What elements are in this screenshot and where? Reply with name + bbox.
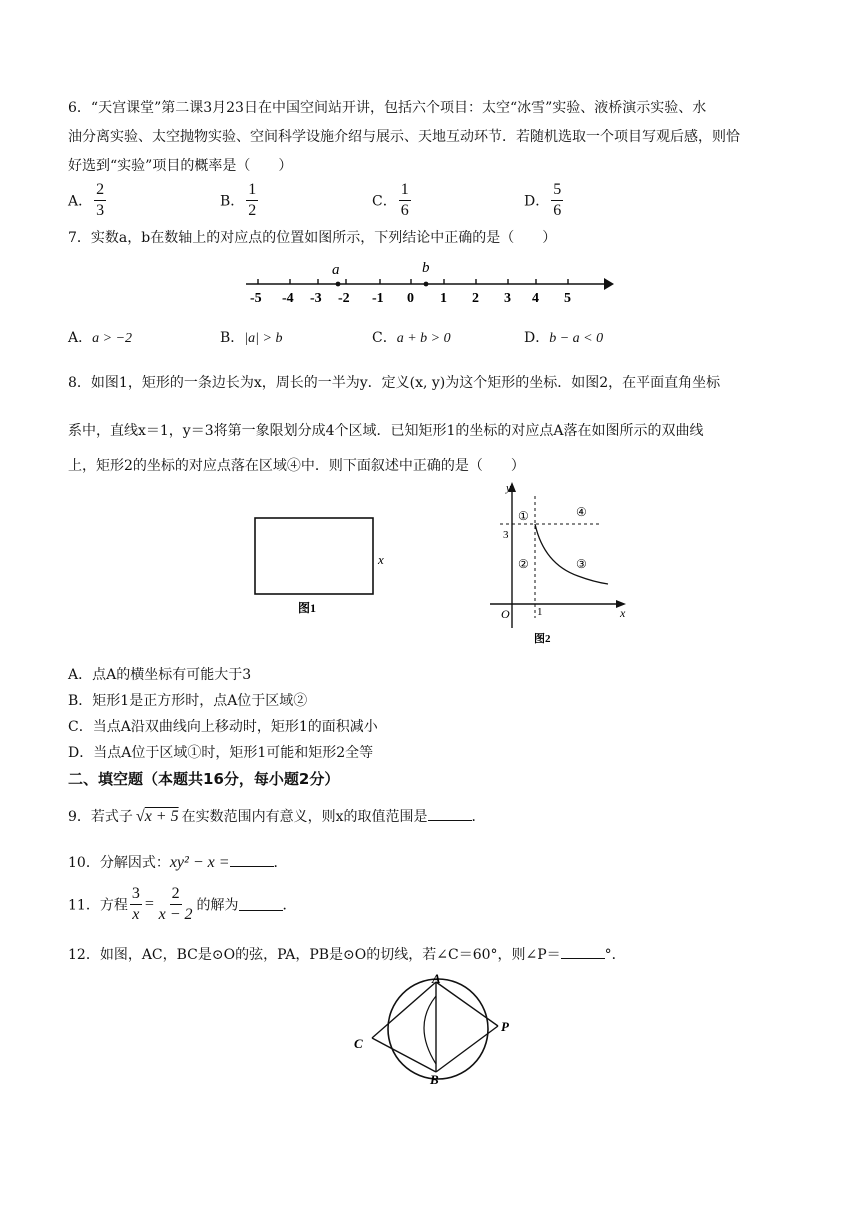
q11-line: 11．方程 $\frac{3}{x}$ = $\frac{2}{x - 2}$ 的解为 ． <box>68 885 297 923</box>
fig2-caption: 图2 <box>534 633 551 645</box>
number-line-tick-label: 5 <box>564 291 571 306</box>
q8-option-a: A．点A的横坐标有可能大于3 <box>68 667 252 683</box>
number-line-figure <box>236 258 616 308</box>
fig2-x-axis-label: x <box>620 606 626 620</box>
rectangle-shape <box>255 518 373 594</box>
q10-line: 10．分解因式：xy² − x = ． <box>68 854 288 871</box>
q6-stem-line2: 油分离实验、太空抛物实验、空间科学设施介绍与展示、天地互动环节．若随机选取一个项目写观后感，则恰 <box>68 129 740 145</box>
q8-stem-line2: 系中，直线x＝1，y＝3将第一象限划分成4个区域．已知矩形1的坐标的对应点A落在如图所示的双曲线 <box>68 423 704 439</box>
figure-1-rectangle <box>246 512 396 618</box>
q8-option-d: D．当点A位于区域①时，矩形1可能和矩形2全等 <box>68 745 374 761</box>
q8-option-c: C．当点A沿双曲线向上移动时，矩形1的面积减小 <box>68 719 378 735</box>
q8-stem-line1: 8．如图1，矩形的一条边长为x，周长的一半为y．定义(x, y)为这个矩形的坐标．如图2，在平面直角坐标 <box>68 375 721 391</box>
q6-stem-line3: 好选到“实验”项目的概率是（ ） <box>68 158 293 174</box>
q7-stem: 7．实数a，b在数轴上的对应点的位置如图所示，下列结论中正确的是（ ） <box>68 230 557 246</box>
q7-option-a: A．a > −2 <box>68 330 133 346</box>
fig2-tick-x-label: 1 <box>537 606 543 618</box>
point-b-label: B <box>430 1072 439 1086</box>
point-b-label: b <box>422 260 430 276</box>
fig2-region-2: ② <box>518 557 529 571</box>
q8-stem-line3: 上，矩形2的坐标的对应点落在区域④中．则下面叙述中正确的是（ ） <box>68 458 525 474</box>
circle-o <box>388 979 488 1079</box>
number-line-tick-label: -5 <box>250 291 262 306</box>
q7-option-d: D．b − a < 0 <box>524 330 604 346</box>
number-line-tick-label: -4 <box>282 291 294 306</box>
point-a-label: A <box>432 974 441 986</box>
point-a-label: a <box>332 262 340 278</box>
fig2-origin-label: O <box>501 607 510 621</box>
fig2-region-4: ④ <box>576 505 587 519</box>
number-line-tick-label: 1 <box>440 291 447 306</box>
number-line-tick-label: 4 <box>532 291 539 306</box>
fig1-caption: 图1 <box>298 601 317 615</box>
q11-answer-blank[interactable] <box>239 898 283 911</box>
figure-2-coordinate-plane <box>482 478 632 648</box>
hyperbola-curve <box>535 524 608 584</box>
point-p-label: P <box>501 1019 509 1034</box>
number-line-tick-label: -1 <box>372 291 384 306</box>
number-line-tick-label: 2 <box>472 291 479 306</box>
fig2-region-3: ③ <box>576 557 587 571</box>
q7-option-c: C．a + b > 0 <box>372 330 451 346</box>
number-line-tick-label: 3 <box>504 291 511 306</box>
fig2-y-axis-label: y <box>506 482 511 494</box>
number-line-tick-label: -2 <box>338 291 350 306</box>
q10-answer-blank[interactable] <box>230 854 274 867</box>
point-b-dot <box>424 282 429 287</box>
q6-option-b: B． $\frac{1}{2}$ <box>220 181 257 219</box>
q9-answer-blank[interactable] <box>428 808 472 821</box>
fig2-region-1: ① <box>518 509 529 523</box>
point-a-dot <box>336 282 341 287</box>
q8-option-b: B．矩形1是正方形时，点A位于区域② <box>68 693 308 709</box>
point-c-label: C <box>354 1036 363 1051</box>
circle-tangent-figure <box>346 974 522 1086</box>
fig2-tick-y-label: 3 <box>503 529 509 541</box>
fig1-side-label: x <box>378 552 384 567</box>
section-2-heading: 二、填空题（本题共16分，每小题2分） <box>68 770 340 788</box>
number-line-tick-label: 0 <box>407 291 414 306</box>
number-line-tick-label: -3 <box>310 291 322 306</box>
q9-line: 9．若式子 √x + 5 在实数范围内有意义，则x的取值范围是 ． <box>68 808 486 825</box>
q6-option-c: C． $\frac{1}{6}$ <box>372 181 409 219</box>
q6-option-d: D． $\frac{5}{6}$ <box>524 181 562 219</box>
q7-option-b: B．|a| > b <box>220 330 283 346</box>
q6-option-a: A． $\frac{2}{3}$ <box>68 181 105 219</box>
q6-stem-line1: 6．“天宫课堂”第二课3月23日在中国空间站开讲，包括六个项目：太空“冰雪”实验、液桥演示实验、水 <box>68 100 707 116</box>
q12-line: 12．如图，AC，BC是⊙O的弦，PA，PB是⊙O的切线，若∠C＝60°，则∠P＝ °． <box>68 947 626 963</box>
q12-answer-blank[interactable] <box>561 946 605 959</box>
